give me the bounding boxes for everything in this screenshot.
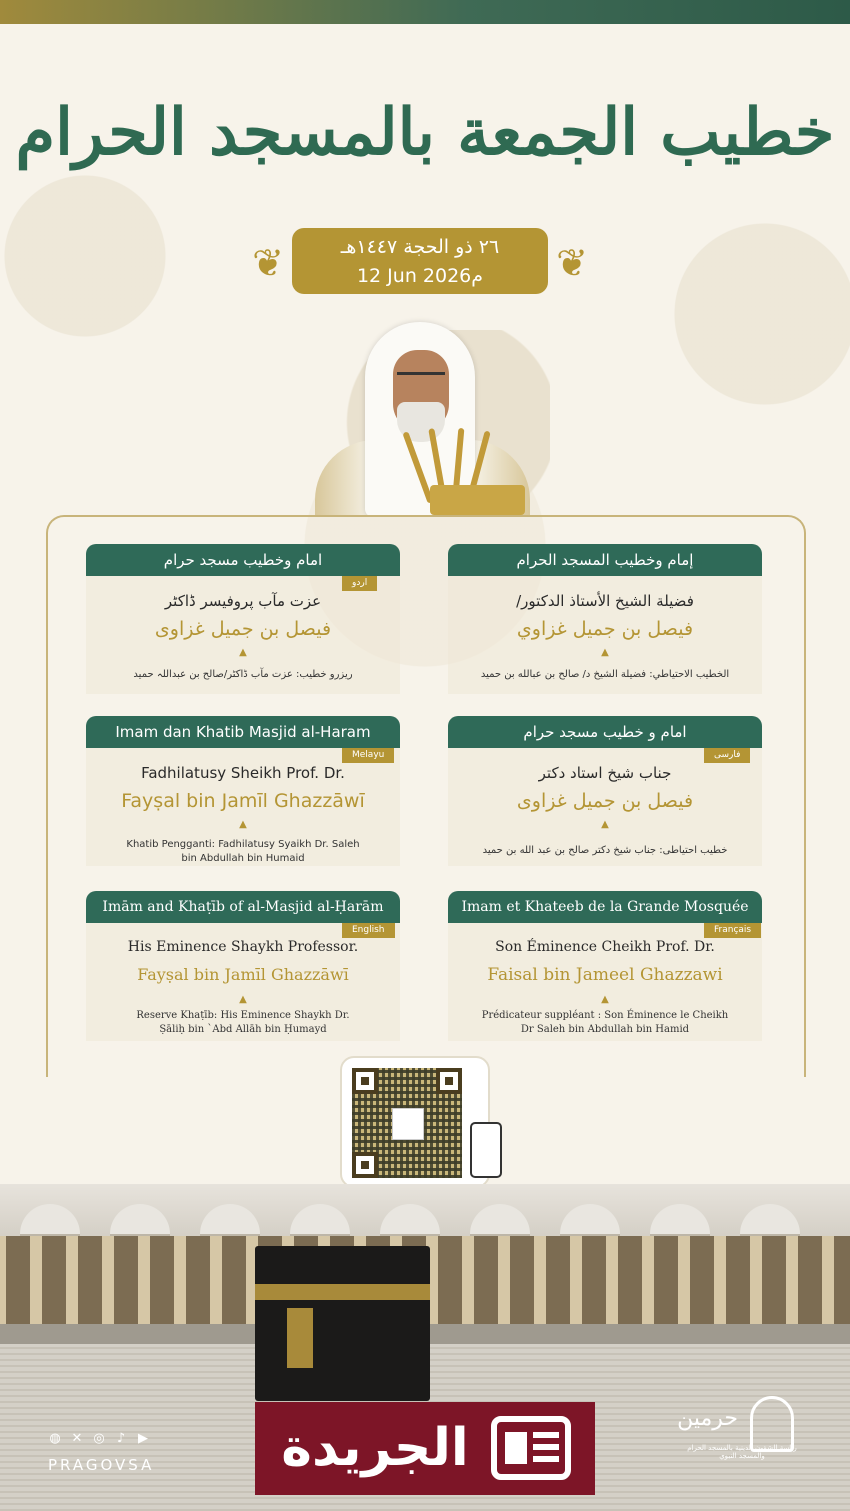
card-title-line: فضيلة الشيخ الأستاذ الدكتور/ — [516, 592, 694, 610]
page-title: خطيب الجمعة بالمسجد الحرام — [15, 95, 835, 170]
card-name: Fayṣal bin Jamīl Ghazzāwī — [137, 965, 349, 984]
card-header: Imam et Khateeb de la Grande Mosquée — [448, 891, 762, 923]
card-title-line: Son Éminence Cheikh Prof. Dr. — [495, 939, 715, 955]
haramain-logo — [672, 1392, 802, 1472]
card-french — [448, 891, 762, 1041]
divider-ornament-icon: ▲ — [239, 819, 247, 830]
card-reserve: خطیب احتیاطی: جناب شیخ دکتر صالح بن عبد الله بن حمید — [482, 845, 728, 856]
date-badge — [250, 228, 590, 296]
card-reserve: Khatib Pengganti: Fadhilatusy Syaikh Dr. Saleh bin Abdullah bin Humaid — [126, 839, 360, 864]
divider-ornament-icon: ▲ — [239, 994, 247, 1005]
divider-ornament-icon: ▲ — [601, 819, 609, 830]
tiktok-icon[interactable]: ♪ — [116, 1431, 126, 1446]
card-name: فیصل بن جمیل غزاوی — [516, 790, 694, 812]
card-reserve: Prédicateur suppléant : Son Éminence le Cheikh Dr Saleh bin Abdullah bin Hamid — [481, 1010, 729, 1035]
card-arabic — [448, 544, 762, 694]
imam-portrait — [305, 310, 550, 515]
card-name: فيصل بن جميل غزاوي — [516, 618, 694, 640]
date-gregorian: 12 Jun 2026م — [356, 265, 484, 287]
youtube-icon[interactable]: ▶ — [138, 1431, 148, 1446]
card-reserve: ریزرو خطیب: عزت مآب ڈاکٹر/صالح بن عبداللہ حمید — [133, 669, 353, 680]
qr-code-icon[interactable] — [352, 1068, 462, 1178]
card-header: امام و خطیب مسجد حرام — [448, 716, 762, 748]
card-malay — [86, 716, 400, 866]
card-reserve: الخطيب الاحتياطي: فضيلة الشيخ د/ صالح بن عبالله بن حميد — [480, 669, 730, 680]
haramain-logo-text: حرمين — [677, 1406, 738, 1431]
card-header: إمام وخطيب المسجد الحرام — [448, 544, 762, 576]
date-hijri: ٢٦ ذو الحجة ١٤٤٧هـ — [340, 236, 500, 258]
card-header: امام وخطیب مسجد حرام — [86, 544, 400, 576]
qr-code-panel[interactable] — [340, 1056, 490, 1188]
date-box — [292, 228, 548, 294]
kaaba-image — [255, 1246, 430, 1401]
snapchat-icon[interactable]: ◍ — [49, 1431, 61, 1446]
language-tag: Melayu — [342, 748, 394, 763]
social-handle: PRAGOVSA — [48, 1456, 155, 1474]
language-tag: Français — [704, 923, 761, 938]
logo-caption: رئاسة الشؤون الدينية بالمسجد الحرام والمسجد النبوي — [687, 1444, 797, 1460]
divider-ornament-icon: ▲ — [601, 994, 609, 1005]
card-title-line: His Eminence Shaykh Professor. — [127, 939, 359, 955]
card-title-line: جناب شیخ استاد دکتر — [538, 764, 672, 782]
ornament-icon: ❦ — [252, 241, 284, 285]
divider-ornament-icon: ▲ — [239, 647, 247, 658]
card-urdu — [86, 544, 400, 694]
x-icon[interactable]: ✕ — [71, 1431, 83, 1446]
ornament-icon: ❦ — [556, 241, 588, 285]
card-reserve: Reserve Khaṭīb: His Eminence Shaykh Dr. Ṣāliḥ bin `Abd Allāh bin Ḥumayd — [136, 1010, 350, 1035]
card-persian — [448, 716, 762, 866]
phone-scan-icon — [470, 1122, 502, 1178]
card-header: Imam dan Khatib Masjid al-Haram — [86, 716, 400, 748]
top-gradient-bar — [0, 0, 850, 24]
instagram-icon[interactable]: ◎ — [93, 1431, 105, 1446]
card-name: فیصل بن جمیل غزاوی — [154, 618, 332, 640]
divider-ornament-icon: ▲ — [601, 647, 609, 658]
language-tag: اردو — [342, 576, 377, 591]
language-tag: English — [342, 923, 395, 938]
card-title-line: Fadhilatusy Sheikh Prof. Dr. — [141, 764, 345, 782]
card-name: Fayṣal bin Jamīl Ghazzāwī — [121, 790, 365, 812]
social-icons — [48, 1432, 168, 1448]
card-english — [86, 891, 400, 1041]
card-name: Faisal bin Jameel Ghazzawi — [487, 965, 723, 985]
card-header: Imām and Khaṭīb of al-Masjid al-Ḥarām — [86, 891, 400, 923]
language-tag: فارسی — [704, 748, 750, 763]
newspaper-icon — [491, 1416, 571, 1480]
card-title-line: عزت مآب پروفیسر ڈاکٹر — [164, 592, 322, 610]
jarida-banner — [255, 1402, 595, 1495]
jarida-logo-text: الجريدة — [281, 1418, 469, 1478]
